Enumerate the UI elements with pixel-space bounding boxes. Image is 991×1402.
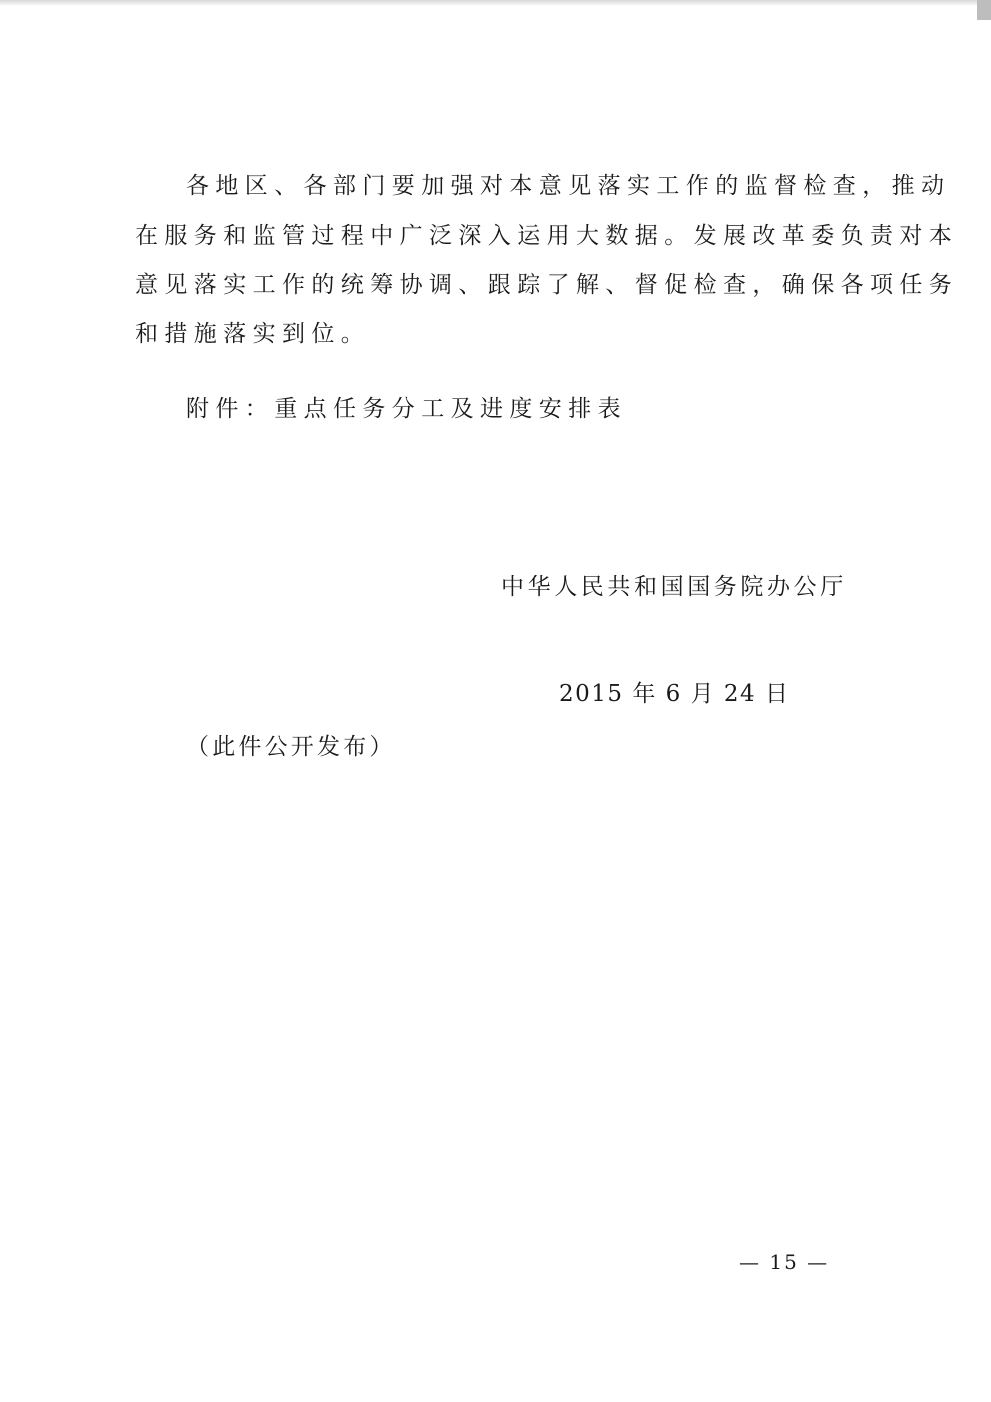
issue-date: 2015 年 6 月 24 日 [559, 681, 790, 707]
paragraph-line-1: 各地区、各部门要加强对本意见落实工作的监督检查，推动 [186, 173, 951, 199]
paragraph-line-3: 意见落实工作的统筹协调、跟踪了解、督促检查，确保各项任务 [135, 272, 959, 298]
paragraph-line-2: 在服务和监管过程中广泛深入运用大数据。发展改革委负责对本 [135, 223, 959, 249]
scan-edge-corner [977, 0, 991, 20]
attachment-line: 附件：重点任务分工及进度安排表 [186, 396, 627, 422]
paragraph-line-4: 和措施落实到位。 [135, 321, 371, 347]
publication-note: （此件公开发布） [186, 734, 396, 760]
issuer-signature: 中华人民共和国国务院办公厅 [501, 574, 847, 600]
page-number: — 15 — [739, 1250, 830, 1274]
scan-edge-top [0, 0, 991, 6]
